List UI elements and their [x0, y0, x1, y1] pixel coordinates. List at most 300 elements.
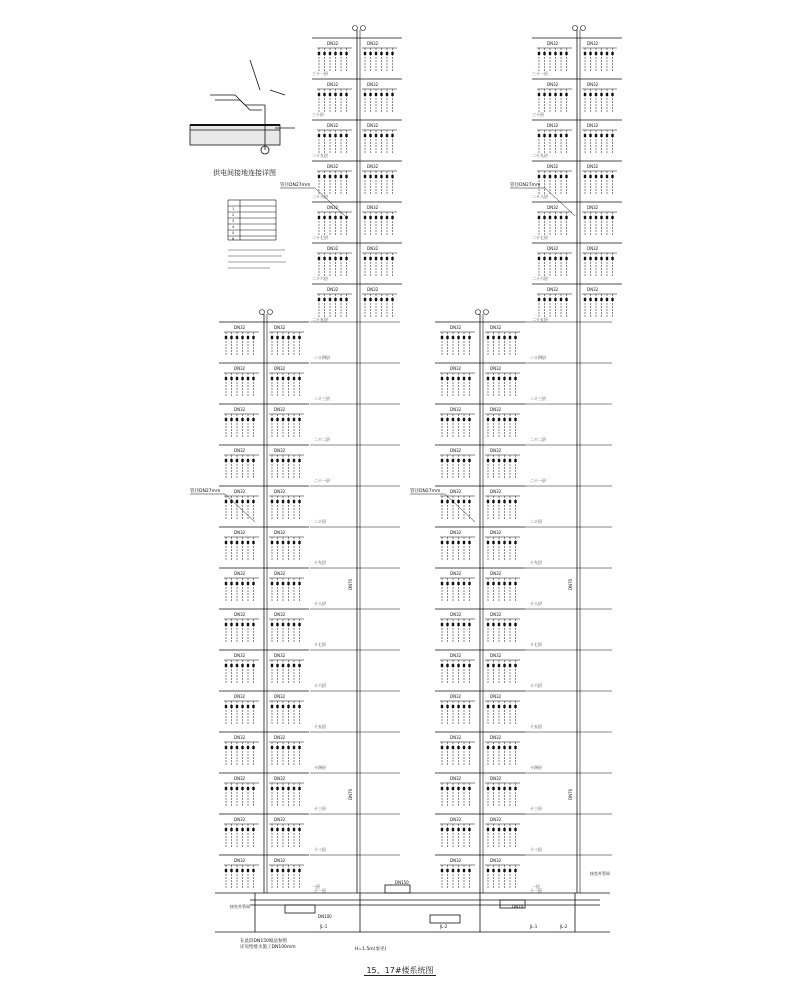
valve-mark	[329, 93, 331, 96]
pipe-size-label: DN32	[234, 407, 246, 412]
valve-mark	[441, 500, 443, 503]
valve-mark	[369, 93, 371, 96]
valve-mark	[549, 175, 551, 178]
valve-mark	[241, 787, 243, 790]
floor-label: 二十二层	[314, 437, 330, 442]
valve-mark	[391, 134, 393, 137]
pipe-size-label: DN32	[367, 82, 379, 87]
valve-mark	[252, 869, 254, 872]
valve-mark	[391, 298, 393, 301]
valve-mark	[293, 664, 295, 667]
valve-mark	[509, 377, 511, 380]
floor-label: 二十七层	[532, 235, 548, 240]
pipe-size-label: DN32	[274, 653, 286, 658]
valve-mark	[241, 377, 243, 380]
valve-mark	[611, 134, 613, 137]
valve-mark	[293, 541, 295, 544]
legend-notes	[228, 250, 286, 268]
pipe-size-label: DN32	[274, 817, 286, 822]
valve-mark	[282, 869, 284, 872]
valve-mark	[230, 828, 232, 831]
valve-mark	[334, 134, 336, 137]
valve-mark	[446, 828, 448, 831]
valve-mark	[441, 746, 443, 749]
valve-mark	[498, 623, 500, 626]
pipe-size-label: DN32	[587, 287, 599, 292]
valve-mark	[375, 257, 377, 260]
valve-mark	[225, 623, 227, 626]
pipe-size-label: DN32	[327, 287, 339, 292]
ground-pipe-note: DN100	[318, 914, 332, 919]
valve-mark	[364, 216, 366, 219]
pipe-size-label: DN32	[274, 612, 286, 617]
valve-mark	[247, 705, 249, 708]
valve-mark	[452, 869, 454, 872]
valve-mark	[446, 623, 448, 626]
valve-mark	[334, 175, 336, 178]
valve-mark	[329, 257, 331, 260]
valve-mark	[375, 52, 377, 55]
valve-mark	[446, 869, 448, 872]
valve-mark	[298, 705, 300, 708]
floor-label: 二十层	[530, 519, 542, 524]
valve-mark	[293, 336, 295, 339]
valve-mark	[595, 134, 597, 137]
valve-mark	[463, 623, 465, 626]
floor-label: 二十八层	[532, 194, 548, 199]
floor-label: 二十三层	[314, 396, 330, 401]
valve-mark	[293, 828, 295, 831]
pipe-size-label: DN32	[490, 407, 502, 412]
valve-mark	[503, 869, 505, 872]
valve-mark	[509, 705, 511, 708]
valve-mark	[380, 298, 382, 301]
valve-mark	[503, 377, 505, 380]
valve-mark	[364, 52, 366, 55]
valve-mark	[441, 459, 443, 462]
valve-mark	[498, 869, 500, 872]
valve-mark	[271, 541, 273, 544]
valve-mark	[560, 175, 562, 178]
valve-mark	[509, 787, 511, 790]
floor-label: 二十一层	[314, 478, 330, 483]
valve-mark	[225, 869, 227, 872]
valve-mark	[225, 746, 227, 749]
valve-mark	[468, 459, 470, 462]
valve-mark	[446, 582, 448, 585]
valve-mark	[560, 298, 562, 301]
pipe-size-label: DN32	[450, 776, 462, 781]
valve-mark	[543, 134, 545, 137]
valve-mark	[452, 623, 454, 626]
floor-label: 十九层	[530, 560, 542, 565]
valve-mark	[468, 377, 470, 380]
drawing-caption	[0, 965, 800, 976]
valve-mark	[282, 746, 284, 749]
valve-mark	[463, 787, 465, 790]
valve-mark	[509, 541, 511, 544]
valve-mark	[606, 134, 608, 137]
valve-mark	[441, 582, 443, 585]
valve-mark	[287, 541, 289, 544]
valve-mark	[293, 582, 295, 585]
pipe-size-label: DN32	[490, 735, 502, 740]
valve-mark	[503, 664, 505, 667]
valve-mark	[323, 298, 325, 301]
valve-mark	[247, 500, 249, 503]
valve-mark	[271, 459, 273, 462]
valve-mark	[538, 175, 540, 178]
valve-mark	[282, 582, 284, 585]
valve-mark	[509, 582, 511, 585]
valve-mark	[514, 828, 516, 831]
valve-mark	[457, 828, 459, 831]
valve-mark	[271, 377, 273, 380]
valve-mark	[236, 828, 238, 831]
valve-mark	[509, 623, 511, 626]
valve-mark	[225, 582, 227, 585]
floor-label: 十九层	[314, 560, 326, 565]
pipe-size-label: DN32	[234, 612, 246, 617]
valve-mark	[386, 134, 388, 137]
valve-mark	[323, 175, 325, 178]
valve-mark	[509, 664, 511, 667]
valve-mark	[487, 869, 489, 872]
valve-mark	[318, 175, 320, 178]
valve-mark	[492, 623, 494, 626]
pipe-size-label: DN32	[327, 164, 339, 169]
valve-mark	[487, 500, 489, 503]
valve-mark	[375, 298, 377, 301]
valve-mark	[345, 93, 347, 96]
valve-mark	[514, 664, 516, 667]
valve-mark	[282, 664, 284, 667]
valve-mark	[514, 746, 516, 749]
valve-mark	[247, 869, 249, 872]
pipe-size-label: DN32	[274, 325, 286, 330]
valve-mark	[364, 298, 366, 301]
valve-mark	[252, 377, 254, 380]
valve-mark	[230, 377, 232, 380]
valve-mark	[452, 664, 454, 667]
pipe-size-label: DN32	[490, 325, 502, 330]
valve-mark	[364, 93, 366, 96]
valve-mark	[554, 298, 556, 301]
valve-mark	[468, 623, 470, 626]
valve-mark	[457, 418, 459, 421]
valve-mark	[293, 377, 295, 380]
pipe-size-label: DN32	[234, 325, 246, 330]
valve-mark	[441, 418, 443, 421]
valve-mark	[287, 623, 289, 626]
valve-mark	[318, 134, 320, 137]
valve-mark	[514, 336, 516, 339]
floor-label: 十六层	[314, 683, 326, 688]
valve-mark	[503, 459, 505, 462]
valve-mark	[230, 336, 232, 339]
valve-mark	[446, 377, 448, 380]
valve-mark	[293, 500, 295, 503]
valve-mark	[457, 623, 459, 626]
valve-mark	[225, 418, 227, 421]
valve-mark	[276, 377, 278, 380]
valve-mark	[452, 336, 454, 339]
valve-mark	[247, 459, 249, 462]
valve-mark	[503, 705, 505, 708]
valve-mark	[611, 175, 613, 178]
valve-mark	[514, 623, 516, 626]
valve-mark	[282, 500, 284, 503]
pipe-size-label: DN32	[234, 530, 246, 535]
pipe-size-label: DN32	[274, 489, 286, 494]
pipe-size-label: DN32	[234, 694, 246, 699]
valve-mark	[345, 52, 347, 55]
valve-mark	[298, 746, 300, 749]
valve-mark	[287, 582, 289, 585]
pipe-size-label: DN32	[547, 41, 559, 46]
valve-mark	[287, 336, 289, 339]
valve-mark	[606, 175, 608, 178]
valve-mark	[298, 418, 300, 421]
valve-mark	[565, 216, 567, 219]
valve-mark	[252, 746, 254, 749]
riser-tag: JL-1	[320, 924, 328, 929]
valve-mark	[560, 257, 562, 260]
valve-mark	[340, 93, 342, 96]
pipe-size-label: DN32	[234, 571, 246, 576]
valve-mark	[345, 257, 347, 260]
valve-mark	[452, 459, 454, 462]
valve-mark	[323, 93, 325, 96]
legend-row-number: 5	[232, 231, 235, 235]
valve-mark	[287, 828, 289, 831]
valve-mark	[468, 418, 470, 421]
valve-mark	[498, 664, 500, 667]
valve-mark	[236, 705, 238, 708]
valve-mark	[503, 418, 505, 421]
valve-mark	[600, 134, 602, 137]
floor-label: 十三层	[314, 806, 326, 811]
valve-mark	[492, 377, 494, 380]
valve-mark	[329, 52, 331, 55]
valve-mark	[247, 828, 249, 831]
valve-mark	[584, 298, 586, 301]
tower-risers	[190, 26, 622, 930]
pipe-size-label: DN32	[327, 41, 339, 46]
base-note-left-2: 详见给排水施工DN100mm	[240, 945, 296, 950]
valve-mark	[252, 500, 254, 503]
valve-mark	[252, 828, 254, 831]
valve-mark	[509, 869, 511, 872]
valve-mark	[565, 52, 567, 55]
valve-mark	[276, 787, 278, 790]
pipe-size-label: DN32	[547, 246, 559, 251]
valve-mark	[446, 459, 448, 462]
valve-mark	[318, 257, 320, 260]
valve-mark	[225, 500, 227, 503]
valve-mark	[503, 828, 505, 831]
valve-mark	[380, 93, 382, 96]
valve-mark	[236, 459, 238, 462]
valve-mark	[236, 377, 238, 380]
valve-mark	[298, 828, 300, 831]
valve-mark	[492, 705, 494, 708]
pipe-size-label: DN32	[587, 164, 599, 169]
pipe-size-label: DN32	[450, 489, 462, 494]
valve-mark	[487, 787, 489, 790]
valve-mark	[538, 93, 540, 96]
valve-mark	[468, 705, 470, 708]
valve-mark	[236, 500, 238, 503]
pipe-size-label: DN32	[450, 530, 462, 535]
valve-mark	[487, 705, 489, 708]
valve-mark	[386, 298, 388, 301]
valve-mark	[380, 257, 382, 260]
valve-mark	[514, 787, 516, 790]
valve-mark	[554, 175, 556, 178]
valve-mark	[549, 93, 551, 96]
valve-mark	[584, 134, 586, 137]
valve-mark	[241, 828, 243, 831]
valve-mark	[340, 175, 342, 178]
valve-mark	[463, 705, 465, 708]
valve-mark	[468, 869, 470, 872]
valve-mark	[236, 869, 238, 872]
valve-mark	[468, 582, 470, 585]
floor-label: 十三层	[530, 806, 542, 811]
floor-label: 二十七层	[312, 235, 328, 240]
valve-mark	[463, 377, 465, 380]
valve-mark	[276, 459, 278, 462]
valve-mark	[287, 869, 289, 872]
valve-mark	[230, 541, 232, 544]
valve-mark	[241, 541, 243, 544]
valve-mark	[463, 541, 465, 544]
valve-mark	[276, 418, 278, 421]
valve-mark	[340, 298, 342, 301]
pipe-size-label: DN32	[234, 776, 246, 781]
valve-mark	[369, 257, 371, 260]
valve-mark	[241, 705, 243, 708]
valve-mark	[503, 623, 505, 626]
valve-mark	[230, 418, 232, 421]
valve-mark	[606, 298, 608, 301]
valve-mark	[252, 705, 254, 708]
valve-mark	[457, 869, 459, 872]
valve-mark	[509, 746, 511, 749]
valve-mark	[543, 257, 545, 260]
valve-mark	[565, 93, 567, 96]
valve-mark	[340, 52, 342, 55]
valve-mark	[487, 418, 489, 421]
valve-mark	[329, 175, 331, 178]
valve-mark	[329, 134, 331, 137]
floor-label: 二十五层	[312, 317, 328, 322]
valve-mark	[441, 377, 443, 380]
riser-tag-circle	[260, 310, 265, 315]
valve-mark	[468, 541, 470, 544]
valve-mark	[225, 705, 227, 708]
valve-mark	[538, 298, 540, 301]
valve-mark	[375, 93, 377, 96]
pipe-size-label: DN32	[274, 858, 286, 863]
pipe-size-label: DN32	[274, 407, 286, 412]
valve-mark	[287, 418, 289, 421]
valve-mark	[549, 216, 551, 219]
valve-mark	[236, 623, 238, 626]
valve-mark	[345, 298, 347, 301]
valve-mark	[369, 175, 371, 178]
valve-mark	[452, 705, 454, 708]
valve-mark	[468, 828, 470, 831]
valve-mark	[252, 582, 254, 585]
valve-mark	[241, 623, 243, 626]
pipe-size-label: DN32	[327, 82, 339, 87]
valve-mark	[611, 298, 613, 301]
valve-mark	[514, 869, 516, 872]
valve-mark	[452, 828, 454, 831]
valve-mark	[287, 459, 289, 462]
pipe-size-label: DN32	[547, 82, 559, 87]
floor-label: 二十九层	[312, 153, 328, 158]
pipe-size-label: DN32	[327, 205, 339, 210]
valve-mark	[514, 541, 516, 544]
valve-mark	[252, 541, 254, 544]
valve-mark	[252, 418, 254, 421]
riser-tag-circle	[573, 26, 578, 31]
floor-label: 十五层	[530, 724, 542, 729]
valve-mark	[487, 746, 489, 749]
pipe-size-label: DN32	[234, 653, 246, 658]
valve-mark	[318, 52, 320, 55]
valve-mark	[503, 746, 505, 749]
valve-mark	[498, 459, 500, 462]
valve-mark	[287, 746, 289, 749]
valve-mark	[503, 500, 505, 503]
valve-mark	[543, 298, 545, 301]
valve-mark	[543, 216, 545, 219]
valve-mark	[503, 541, 505, 544]
valve-mark	[468, 787, 470, 790]
valve-mark	[600, 257, 602, 260]
pipe-dimension-note: 管径DN27mm	[410, 489, 441, 494]
pipe-size-label: DN32	[234, 366, 246, 371]
valve-mark	[589, 134, 591, 137]
pipe-size-label: DN32	[450, 694, 462, 699]
legend-row-number: 1	[232, 207, 235, 211]
valve-mark	[298, 541, 300, 544]
valve-mark	[452, 541, 454, 544]
valve-mark	[276, 336, 278, 339]
valve-mark	[247, 541, 249, 544]
valve-mark	[241, 582, 243, 585]
floor-label: 二十三层	[530, 396, 546, 401]
riser-size-label: DN70	[568, 788, 573, 800]
valve-mark	[225, 459, 227, 462]
pipe-size-label: DN32	[490, 366, 502, 371]
valve-mark	[492, 787, 494, 790]
riser-tag-circle	[581, 26, 586, 31]
valve-mark	[509, 418, 511, 421]
ground-pipe-note: DN70	[512, 904, 524, 909]
floor-label: 十八层	[530, 601, 542, 606]
floor-label: 十六层	[530, 683, 542, 688]
detail-title: 供电间接地连接详图	[213, 169, 276, 177]
riser-tag-circle	[268, 310, 273, 315]
valve-mark	[595, 257, 597, 260]
valve-mark	[554, 93, 556, 96]
valve-mark	[298, 787, 300, 790]
